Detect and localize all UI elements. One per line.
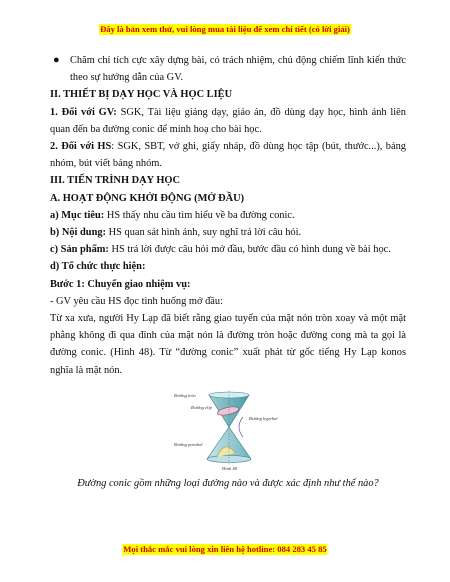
goal-text: HS thấy nhu cầu tìm hiểu về ba đường conic. [104, 209, 295, 221]
student-text: : SGK, SBT, vở ghi, giấy nháp, đồ dùng học tập (bút, thước...), bảng nhóm, bút viết bảng nhóm. [50, 141, 407, 170]
product-label: c) Sản phẩm: [50, 244, 109, 256]
teacher-equipment [50, 104, 406, 138]
student-label: 2. Đối với HS [50, 141, 112, 153]
step1-label: Bước 1: Chuyển giao nhiệm vụ: [50, 278, 191, 290]
section-heading-process: III. TIẾN TRÌNH DẠY HỌC [50, 175, 181, 187]
label-circle: Đường tròn [174, 392, 196, 398]
label-parabola: Đường parabol [174, 441, 203, 447]
document-body [50, 52, 406, 492]
header-banner: Đây là bản xem thử, vui lòng mua tài liệu để xem chi tiết (có lời giải) [100, 24, 350, 34]
organization-label: d) Tổ chức thực hiện: [50, 261, 146, 273]
figure-number: Hình 48 [222, 465, 237, 471]
bullet-item [50, 52, 406, 86]
conic-sections-figure [173, 389, 283, 471]
bullet-dot-icon: ● [53, 54, 60, 66]
student-equipment [50, 138, 406, 172]
bullet-text: Chăm chỉ tích cực xây dựng bài, có trách nhiệm, chủ động chiếm lĩnh kiến thức theo sự hướng dẫn của GV. [70, 55, 406, 84]
product-text: HS trả lời được câu hỏi mở đầu, bước đầu có hình dung về bài học. [108, 244, 391, 256]
teacher-text: SGK, Tài liệu giảng dạy, giáo án, đồ dùng dạy học, hình ảnh liên quan đến ba đường conic để minh hoạ cho bài học. [50, 106, 406, 135]
content-text: HS quan sát hình ảnh, suy nghĩ trả lời câu hỏi. [106, 227, 302, 239]
label-ellipse: Đường elip [191, 404, 212, 410]
hyperbola-section-shape [239, 417, 243, 437]
product-line [50, 241, 406, 258]
label-hyperbola: Đường hypebol [249, 415, 278, 421]
content-label: b) Nội dung: [50, 227, 107, 239]
goal-line [50, 207, 406, 224]
goal-label: a) Mục tiêu: [50, 209, 105, 221]
opening-question: Đường conic gồm những loại đường nào và được xác định như thế nào? [77, 477, 379, 489]
intro-paragraph: Từ xa xưa, người Hy Lạp đã biết rằng giao tuyến của mặt nón tròn xoay và một mặt phẳng không đi qua đỉnh của mặt nón là đường tròn hoặc đường cong mà ta gọi là đường conic. (Hình 48). Từ “đường conic” xuất phát từ gốc tiếng Hy Lạp konos nghĩa là mặt nón. [50, 313, 406, 376]
section-heading-equipment: II. THIẾT BỊ DẠY HỌC VÀ HỌC LIỆU [50, 89, 233, 101]
task-line: - GV yêu cầu HS đọc tình huống mở đầu: [50, 295, 223, 307]
footer-banner: Mọi thắc mắc vui lòng xin liên hệ hotline: 084 283 45 85 [123, 544, 327, 554]
teacher-label: 1. Đối với GV: [50, 106, 117, 118]
content-line [50, 224, 406, 241]
activity-heading: A. HOẠT ĐỘNG KHỞI ĐỘNG (MỞ ĐẦU) [50, 192, 245, 204]
